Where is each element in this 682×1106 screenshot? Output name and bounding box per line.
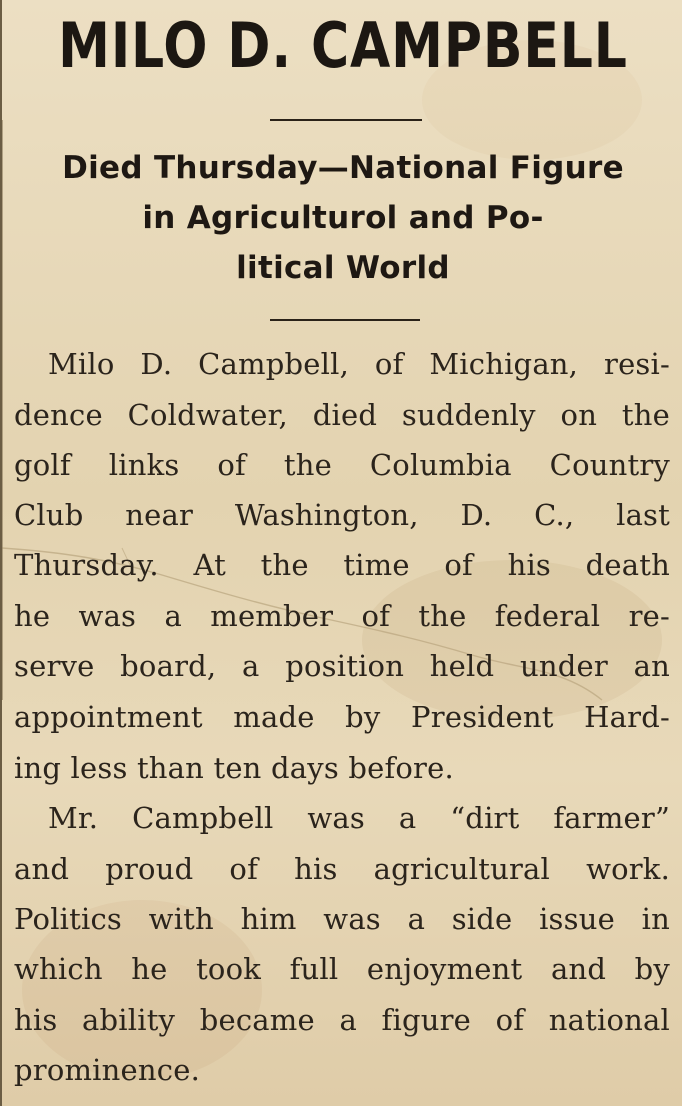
paragraph-2-line: Politics with him was a side issue in (14, 902, 670, 936)
headline-divider (270, 119, 422, 121)
article-subheadline-line: litical World (236, 250, 450, 286)
paragraph-1-line: appointment made by President Hard- (14, 700, 670, 734)
paragraph-2-line: and proud of his agricultural work. (14, 852, 670, 886)
paragraph-1-line: dence Coldwater, died suddenly on the (14, 398, 670, 432)
paragraph-1-line: ing less than ten days before. (14, 751, 454, 785)
paragraph-1-line: serve board, a position held under an (14, 649, 670, 683)
paragraph-2-line: which he took full enjoyment and by (14, 952, 670, 986)
article-subheadline-line: in Agriculturol and Po- (142, 200, 544, 236)
paragraph-1-line: Milo D. Campbell, of Michigan, resi- (48, 347, 670, 381)
paragraph-1-line: he was a member of the federal re- (14, 599, 670, 633)
article-headline: MILO D. CAMPBELL (58, 9, 628, 82)
paragraph-2-line: prominence. (14, 1053, 200, 1087)
paragraph-2-line: Mr. Campbell was a “dirt farmer” (48, 801, 670, 835)
subheadline-divider (270, 319, 420, 321)
paragraph-2-line: his ability became a figure of national (14, 1003, 670, 1037)
article-subheadline-line: Died Thursday—National Figure (62, 150, 624, 186)
paragraph-1-line: golf links of the Columbia Country (14, 448, 670, 482)
paragraph-1-line: Thursday. At the time of his death (14, 548, 670, 582)
paragraph-1-line: Club near Washington, D. C., last (14, 498, 670, 532)
